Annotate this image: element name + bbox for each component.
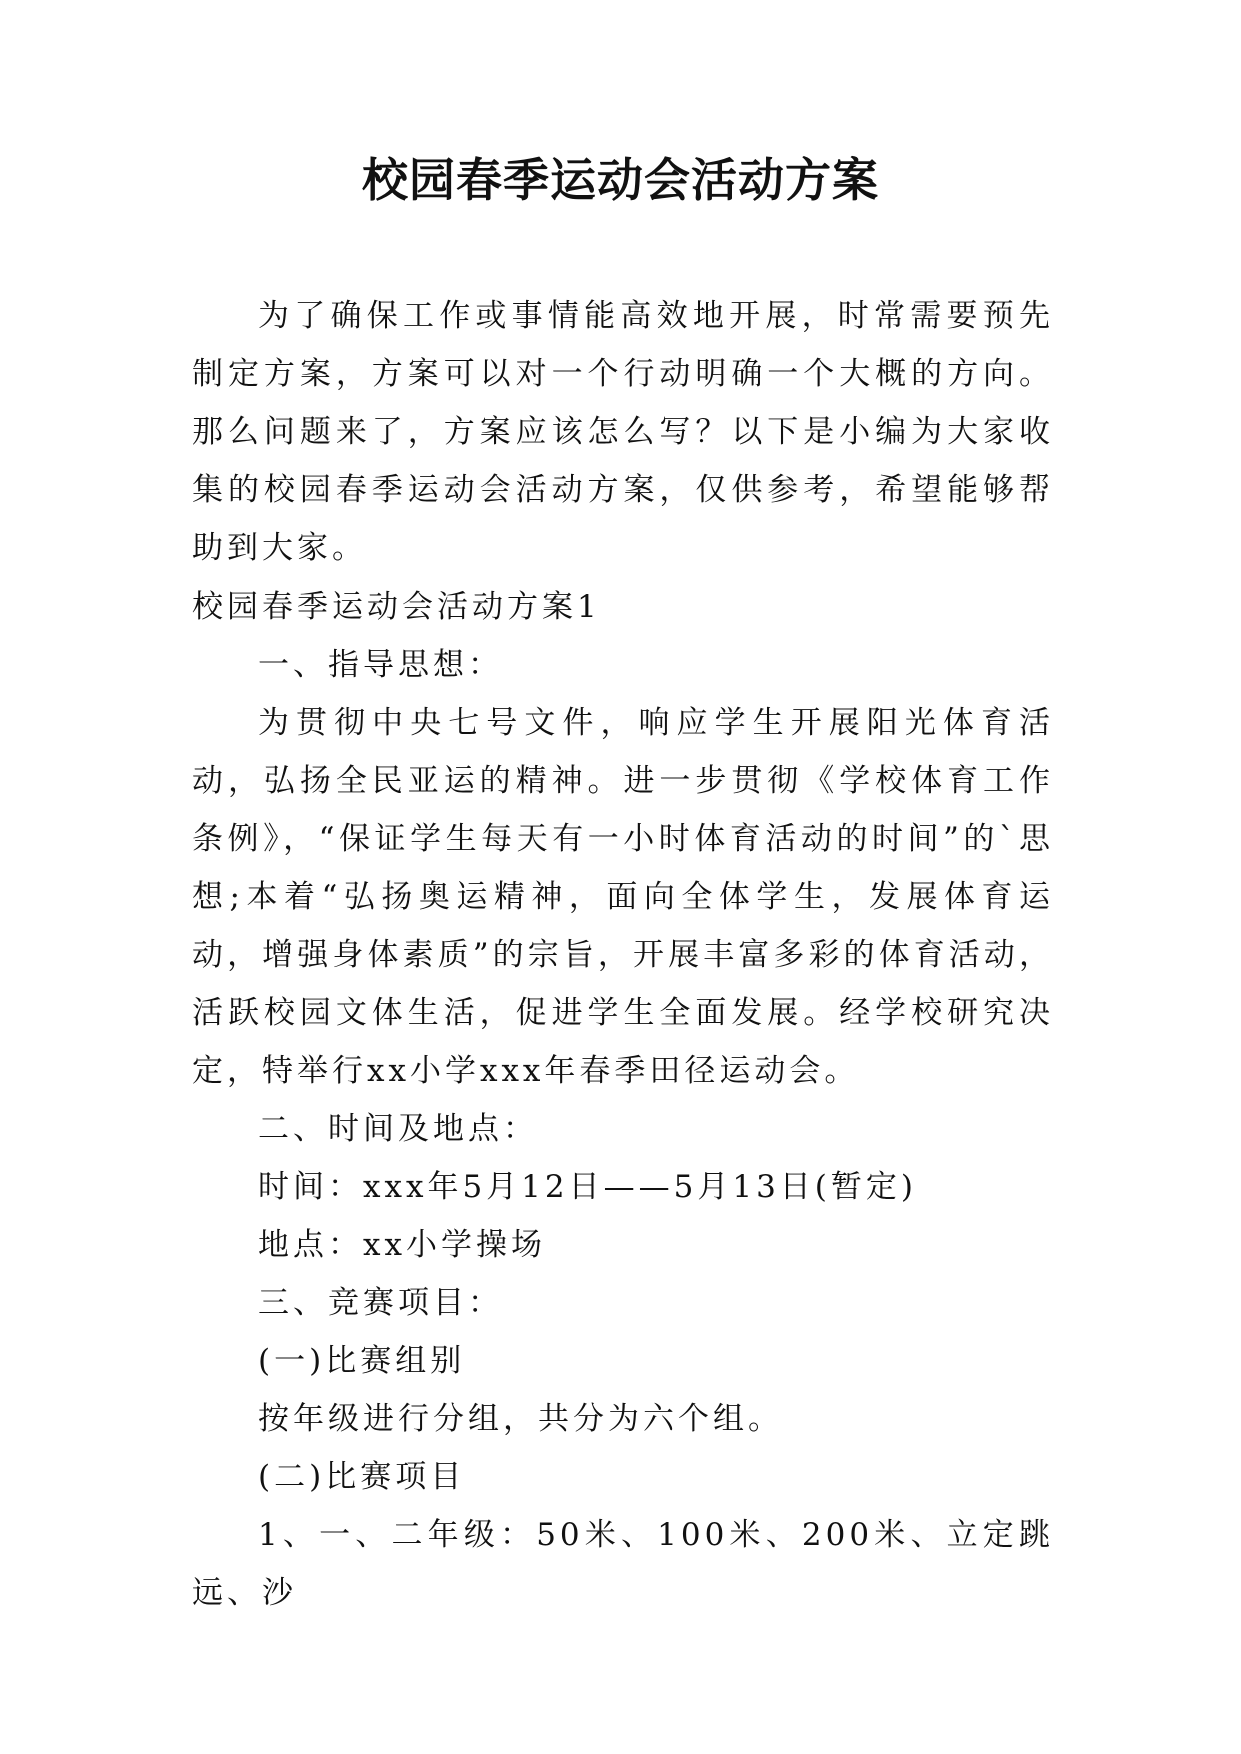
paragraph-groups: 按年级进行分组，共分为六个组。 — [258, 1401, 783, 1437]
intro-paragraph: 为了确保工作或事情能高效地开展，时常需要预先制定方案，方案可以对一个行动明确一个大概的方向。那么问题来了，方案应该怎么写？以下是小编为大家收集的校园春季运动会活动方案，仅供参考，希望能够帮助到大家。 — [192, 298, 1054, 566]
document-title: 校园春季运动会活动方案 — [362, 153, 879, 207]
paragraph-place: 地点：xx小学操场 — [258, 1227, 546, 1263]
heading-guiding-thought: 一、指导思想： — [258, 647, 503, 683]
heading-events: 三、竞赛项目： — [258, 1285, 503, 1321]
document-body — [192, 578, 1054, 1622]
subheading-groups: (一)比赛组别 — [258, 1343, 466, 1379]
paragraph-items-grade-1-2: 1、一、二年级：50米、100米、200米、立定跳远、沙 — [192, 1517, 1054, 1611]
subheading-items: (二)比赛项目 — [258, 1459, 466, 1495]
paragraph-time: 时间：xxx年5月12日——5月13日(暂定) — [258, 1169, 917, 1205]
section-heading: 校园春季运动会活动方案1 — [192, 589, 601, 625]
heading-time-place: 二、时间及地点： — [258, 1111, 538, 1147]
paragraph-guiding-thought: 为贯彻中央七号文件，响应学生开展阳光体育活动，弘扬全民亚运的精神。进一步贯彻《学校体育工作条例》，“保证学生每天有一小时体育活动的时间”的`思想;本着“弘扬奥运精神，面向全体学生，发展体育运动，增强身体素质”的宗旨，开展丰富多彩的体育活动，活跃校园文体生活，促进学生全面发展。经学校研究决定，特举行xx小学xxx年春季田径运动会。 — [192, 705, 1054, 1089]
